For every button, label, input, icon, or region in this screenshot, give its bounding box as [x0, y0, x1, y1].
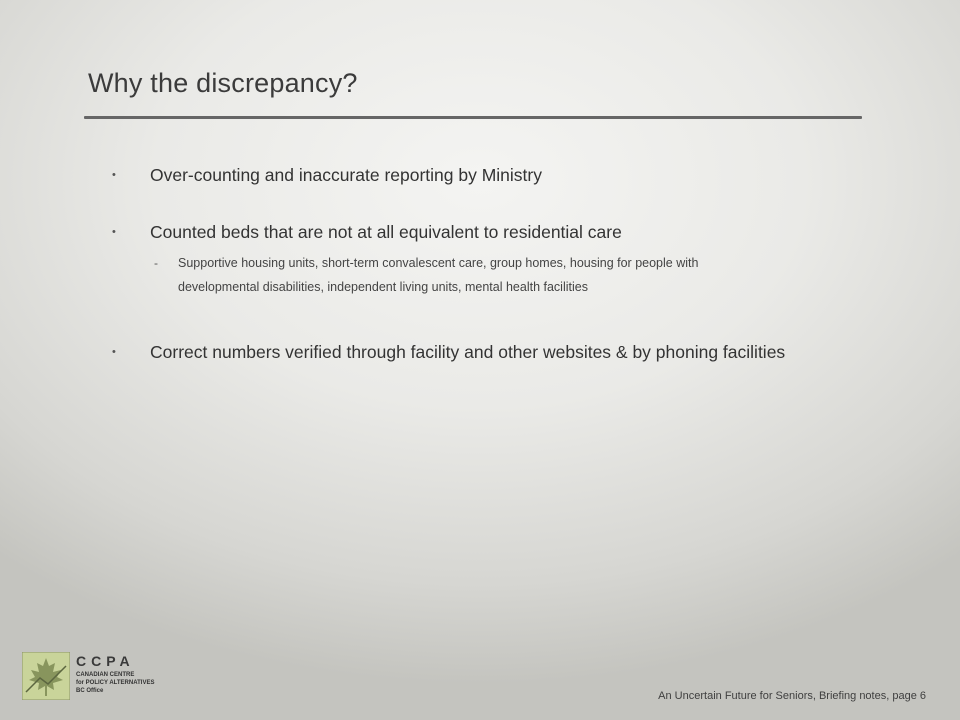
- bullet-item: [112, 160, 832, 190]
- bullet-marker: •: [112, 226, 116, 238]
- logo-line-1: CANADIAN CENTRE: [76, 672, 135, 678]
- footer-text: An Uncertain Future for Seniors, Briefing notes, page 6: [658, 690, 926, 702]
- sub-bullet-marker: -: [154, 256, 158, 270]
- slide-title: Why the discrepancy?: [88, 68, 358, 98]
- sub-bullet-text: Supportive housing units, short-term convalescent care, group homes, housing for people with developmental disabilities, independent living units, mental health facilities: [178, 256, 699, 294]
- bullet-text: Counted beds that are not at all equivalent to residential care: [150, 222, 622, 242]
- bullet-text: Over-counting and inaccurate reporting by Ministry: [150, 165, 542, 185]
- title-divider: [84, 116, 862, 119]
- bullet-marker: •: [112, 346, 116, 358]
- bullet-marker: •: [112, 169, 116, 181]
- bullet-text: Correct numbers verified through facility and other websites & by phoning facilities: [150, 342, 786, 362]
- bullet-item: [112, 337, 832, 367]
- ccpa-logo: [22, 652, 162, 702]
- maple-leaf-icon: [22, 652, 70, 700]
- bullet-list: [112, 160, 832, 367]
- bullet-item: [112, 217, 832, 247]
- sub-bullet-item: [112, 251, 778, 299]
- logo-line-2: for POLICY ALTERNATIVES: [76, 680, 155, 686]
- logo-line-3: BC Office: [76, 688, 104, 694]
- logo-acronym: CCPA: [76, 653, 135, 669]
